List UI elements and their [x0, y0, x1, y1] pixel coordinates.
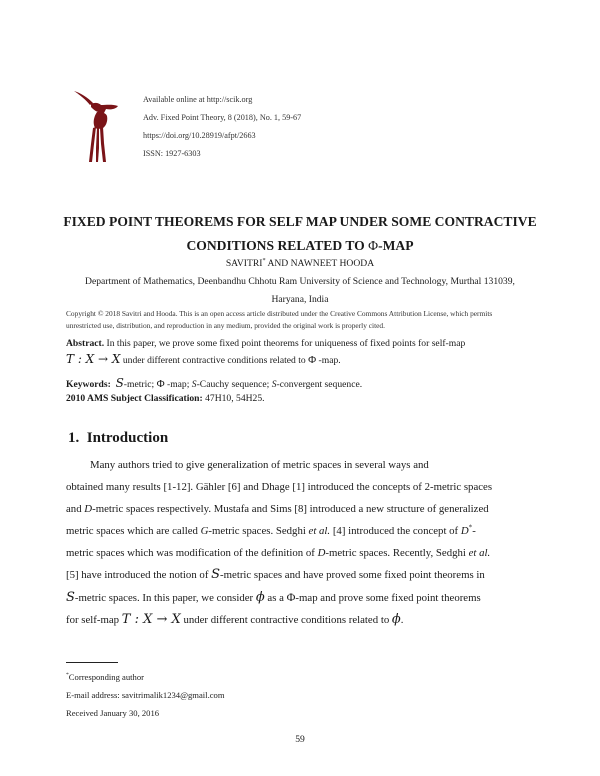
- affiliation-line2: Haryana, India: [271, 294, 329, 305]
- footnote-rule: [66, 662, 118, 663]
- affiliation-line1: Department of Mathematics, Deenbandhu Chhotu Ram University of Science and Technology, Murthal 131039,: [85, 276, 515, 287]
- available-online: Available online at http://scik.org: [143, 95, 253, 104]
- authors: SAVITRI* AND NAWNEET HOODA: [225, 256, 375, 269]
- antelope-logo-icon: [66, 88, 122, 164]
- subject-classification: 2010 AMS Subject Classification: 47H10, 54H25.: [66, 393, 265, 404]
- copyright-notice: Copyright © 2018 Savitri and Hooda. This is an open access article distributed under the Creative Commons Attribution License, which permits unrestricted use, distribution, and reproduction in any medium, provided the original work is properly cited.: [66, 309, 493, 330]
- page-number: 59: [295, 734, 305, 745]
- footnote-email: E-mail address: savitrimalik1234@gmail.com: [66, 690, 225, 700]
- paper-title-line2: CONDITIONS RELATED TO Φ-MAP: [186, 238, 414, 253]
- issn: ISSN: 1927-6303: [143, 149, 201, 158]
- keywords: Keywords: S-metric; Φ -map; S-Cauchy sequence; S-convergent sequence.: [66, 376, 363, 390]
- journal-citation: Adv. Fixed Point Theory, 8 (2018), No. 1, 59-67: [143, 113, 302, 122]
- paper-title-line1: FIXED POINT THEOREMS FOR SELF MAP UNDER SOME CONTRACTIVE: [63, 214, 537, 229]
- introduction-body: Many authors tried to give generalization of metric spaces in several ways and obtained many results [1-12]. Gähler [6] and Dhage [1] introduced the concepts of 2-metric spaces and D-metric spaces respectively. Mustafa and Sims [8] introduced a new structure of generalized metric spaces which are called G-metric spaces. Sedghi et al. [4] introduced the concept of D*- metric spaces which was modification of the definition of D-metric spaces. Recently, Sedghi et al. [5] have introduced the notion of S-metric spaces and have proved some fixed point theorems in S-metric spaces. In this paper, we consider ϕ as a Φ-map and prove some fixed point theorems for self-map T : X → X under different contractive conditions related to ϕ.: [66, 459, 493, 627]
- footnote-received: Received January 30, 2016: [66, 708, 160, 718]
- section-heading: 1. Introduction: [68, 430, 169, 446]
- doi-link[interactable]: https://doi.org/10.28919/afpt/2663: [143, 131, 256, 140]
- abstract: Abstract. In this paper, we prove some fixed point theorems for uniqueness of fixed points for self-map T : X → X under different contractive conditions related to Φ -map.: [66, 338, 466, 366]
- footnote-corresponding: *Corresponding author: [66, 672, 144, 682]
